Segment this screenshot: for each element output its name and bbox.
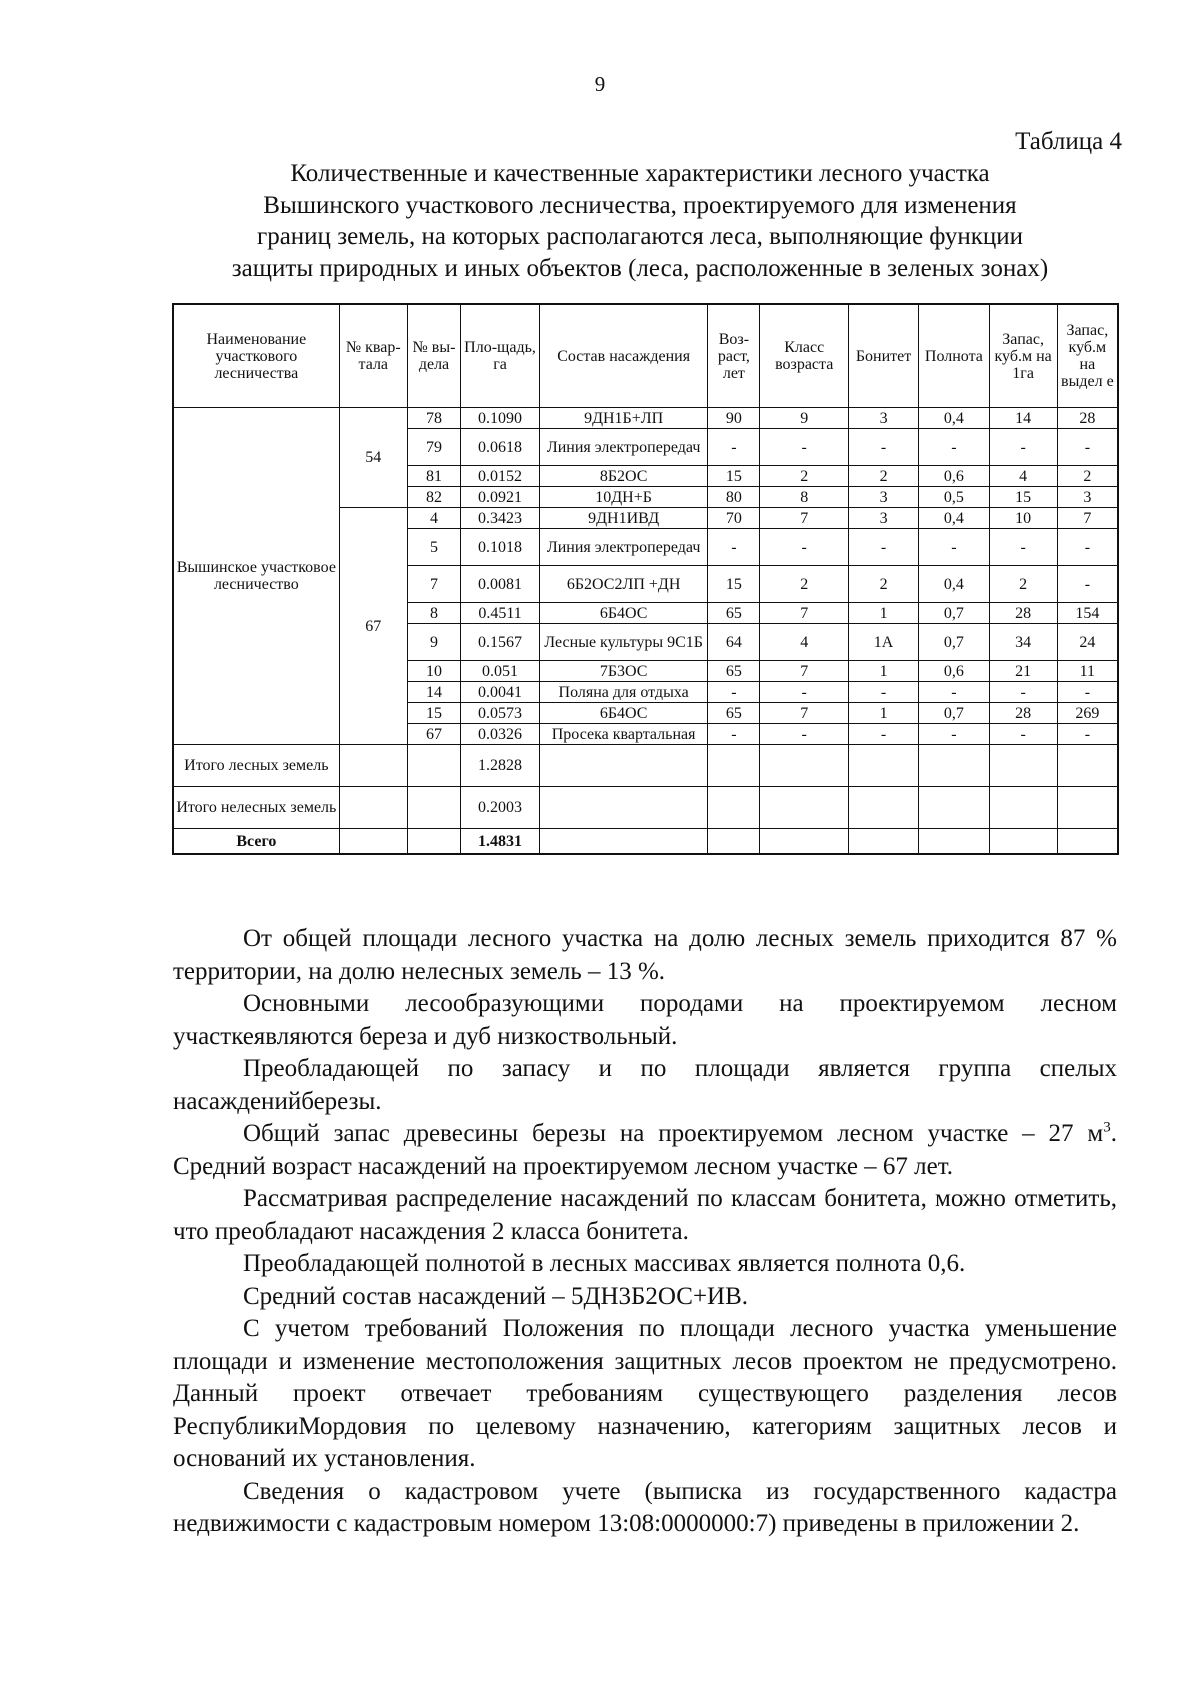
table-cell: - [1057,529,1118,566]
total-area: 1.2828 [461,745,540,787]
table-cell: 34 [989,624,1057,661]
table-cell: 0,7 [919,603,989,624]
table-cell: 28 [989,703,1057,724]
forestry-name-cell: Вышинское участковое лесничество [173,408,339,745]
table-cell: 90 [708,408,760,429]
table-cell: 6Б4ОС [539,603,707,624]
total-row [173,787,1118,829]
table-cell: 0.3423 [461,508,540,529]
table-header-row [173,304,1118,408]
header-cell: Бонитет [848,304,918,408]
table-cell: 0,6 [919,466,989,487]
table-cell: 6Б2ОС2ЛП +ДН [539,566,707,603]
table-cell: 1 [848,603,918,624]
total-row [173,745,1118,787]
table-cell: 28 [1057,408,1118,429]
total-area: 1.4831 [461,829,540,855]
table-cell: - [760,529,848,566]
table-cell: 8 [407,603,460,624]
table-cell: 10 [407,661,460,682]
table-cell: 9 [407,624,460,661]
table-cell: - [989,529,1057,566]
table-cell: 2 [989,566,1057,603]
table-cell: - [1057,429,1118,466]
table-cell: 4 [989,466,1057,487]
table-cell: Лесные культуры 9С1Б [539,624,707,661]
total-area: 0.2003 [461,787,540,829]
table-cell: 0.0573 [461,703,540,724]
table-cell: - [760,724,848,745]
header-cell: Запас, куб.м на 1га [989,304,1057,408]
grand-total-row [173,829,1118,855]
paragraph-text: . Средний возраст насаждений на проектируемом лесном участке – 67 лет. [173,1120,1117,1180]
table-cell: 24 [1057,624,1118,661]
header-cell: Наименование участкового лесничества [173,304,339,408]
table-cell: - [848,529,918,566]
title-line: Количественные и качественные характеристики лесного участка [290,160,990,187]
table-cell: 269 [1057,703,1118,724]
table-cell: 65 [708,703,760,724]
table-cell: 0,6 [919,661,989,682]
header-cell: № квар-тала [339,304,407,408]
table-cell: 15 [708,466,760,487]
table-cell: 3 [848,487,918,508]
header-cell: Запас, куб.м на выдел е [1057,304,1118,408]
paragraph: Рассматривая распределение насаждений по классам бонитета, можно отметить, что преобладают насаждения 2 класса бонитета. [173,1185,1117,1245]
table-cell: Поляна для отдыха [539,682,707,703]
table-cell: - [989,724,1057,745]
title-line: Вышинского участкового лесничества, проектируемого для изменения [263,191,1017,219]
table-cell: 81 [407,466,460,487]
table-cell: 7 [407,566,460,603]
table-cell: - [919,724,989,745]
table-label: Таблица 4 [1015,128,1122,155]
superscript: 3 [1103,1119,1111,1136]
page-number: 9 [594,72,606,96]
paragraph: Средний состав насаждений – 5ДН3Б2ОС+ИВ. [243,1282,749,1310]
table-cell: - [1057,724,1118,745]
total-label: Всего [173,829,339,855]
table-cell: 0,4 [919,508,989,529]
table-cell: 65 [708,661,760,682]
header-cell: Пло-щадь, га [461,304,540,408]
table-cell: 5 [407,529,460,566]
table-cell: Линия электропередач [539,529,707,566]
table-cell: - [848,724,918,745]
table-cell: 14 [407,682,460,703]
table-cell: 2 [848,466,918,487]
table-cell: - [1057,566,1118,603]
table-cell: 7 [760,508,848,529]
table-cell: - [989,682,1057,703]
table-cell: 10 [989,508,1057,529]
table-cell: 1А [848,624,918,661]
table-cell: 78 [407,408,460,429]
table-cell: 0.0041 [461,682,540,703]
table-cell: 15 [407,703,460,724]
header-cell: Класс возраста [760,304,848,408]
table-cell: 79 [407,429,460,466]
table-cell: 14 [989,408,1057,429]
table-cell: 2 [1057,466,1118,487]
table-cell: - [989,429,1057,466]
table-cell: 1 [848,703,918,724]
table-cell: 65 [708,603,760,624]
table-cell: 3 [848,508,918,529]
header-cell: Воз-раст, лет [708,304,760,408]
table-cell: - [919,429,989,466]
table-cell: 7Б3ОС [539,661,707,682]
table-cell: 7 [760,703,848,724]
table-cell: - [848,429,918,466]
table-cell: 4 [760,624,848,661]
table-cell: 21 [989,661,1057,682]
header-cell: Полнота [919,304,989,408]
table-cell: 0.4511 [461,603,540,624]
table-cell: 10ДН+Б [539,487,707,508]
table-cell: 0,4 [919,566,989,603]
table-cell: 3 [848,408,918,429]
table-cell: 67 [407,724,460,745]
table-cell: 0,7 [919,624,989,661]
paragraph: Преобладающей по запасу и по площади является группа спелых насажденийберезы. [173,1055,1117,1115]
table-cell: - [1057,682,1118,703]
paragraph: От общей площади лесного участка на долю лесных земель приходится 87 % территории, на долю нелесных земель – 13 %. [173,925,1117,985]
paragraph: Сведения о кадастровом учете (выписка из государственного кадастра недвижимости с кадастровым номером 13:08:0000000:7) приведены в приложении 2. [173,1477,1117,1537]
table-cell: 3 [1057,487,1118,508]
table-cell: 0.051 [461,661,540,682]
table-cell: 8Б2ОС [539,466,707,487]
table-cell: 11 [1057,661,1118,682]
title-line: защиты природных и иных объектов (леса, расположенные в зеленых зонах) [231,254,1049,282]
table-cell: 9ДН1ИВД [539,508,707,529]
table-cell: Просека квартальная [539,724,707,745]
table-cell: 7 [1057,508,1118,529]
table-title [160,158,1120,284]
header-cell: Состав насаждения [539,304,707,408]
table-cell: 7 [760,661,848,682]
table-cell: 8 [760,487,848,508]
table-cell: 4 [407,508,460,529]
table-cell: 0,4 [919,408,989,429]
table-cell: 82 [407,487,460,508]
forest-characteristics-table [172,303,1119,855]
quarter-cell: 67 [339,508,407,745]
total-label: Итого лесных земель [173,745,339,787]
table-cell: 2 [760,566,848,603]
table-cell: 80 [708,487,760,508]
table-cell: - [708,529,760,566]
table-cell: 0.0152 [461,466,540,487]
table-cell: 9ДН1Б+ЛП [539,408,707,429]
paragraph: Основными лесообразующими породами на проектируемом лесном участкеявляются береза и дуб низкоствольный. [173,990,1117,1050]
paragraph [173,1118,1117,1183]
table-cell: 1 [848,661,918,682]
table-cell: - [919,529,989,566]
table-cell: 0.0326 [461,724,540,745]
table-cell: 0,7 [919,703,989,724]
table-cell: - [708,429,760,466]
table-cell: 70 [708,508,760,529]
title-line: границ земель, на которых располагаются леса, выполняющие функции [256,223,1024,250]
table-cell: 0.1567 [461,624,540,661]
table-cell: 0.1090 [461,408,540,429]
table-cell: 2 [848,566,918,603]
table-cell: 0.0618 [461,429,540,466]
body-text [173,923,1117,1541]
table-cell: 0.0921 [461,487,540,508]
total-label: Итого нелесных земель [173,787,339,829]
table-cell: 7 [760,603,848,624]
table-cell: - [760,429,848,466]
paragraph: С учетом требований Положения по площади лесного участка уменьшение площади и изменение местоположения защитных лесов проектом не предусмотрено. Данный проект отвечает требованиям существующего разделения лесов РеспубликиМордовия по целевому назначению, категориям защитных лесов и оснований их установления. [173,1315,1117,1472]
table-cell: - [848,682,918,703]
paragraph: Преобладающей полнотой в лесных массивах является полнота 0,6. [243,1250,966,1277]
table-cell: - [760,682,848,703]
table-cell: 0.0081 [461,566,540,603]
table-cell: 28 [989,603,1057,624]
table-cell: 15 [708,566,760,603]
table-cell: Линия электропередач [539,429,707,466]
table-cell: 9 [760,408,848,429]
table-cell: 154 [1057,603,1118,624]
table-row [173,408,1118,429]
table-cell: 6Б4ОС [539,703,707,724]
table-cell: 64 [708,624,760,661]
table-cell: - [919,682,989,703]
table-cell: 15 [989,487,1057,508]
table-cell: - [708,682,760,703]
quarter-cell: 54 [339,408,407,508]
table-cell: 0.1018 [461,529,540,566]
table-cell: 2 [760,466,848,487]
paragraph-text: Общий запас древесины березы на проектируемом лесном участке – 27 м [243,1120,1104,1147]
table-cell: - [708,724,760,745]
header-cell: № вы-дела [407,304,460,408]
table-cell: 0,5 [919,487,989,508]
